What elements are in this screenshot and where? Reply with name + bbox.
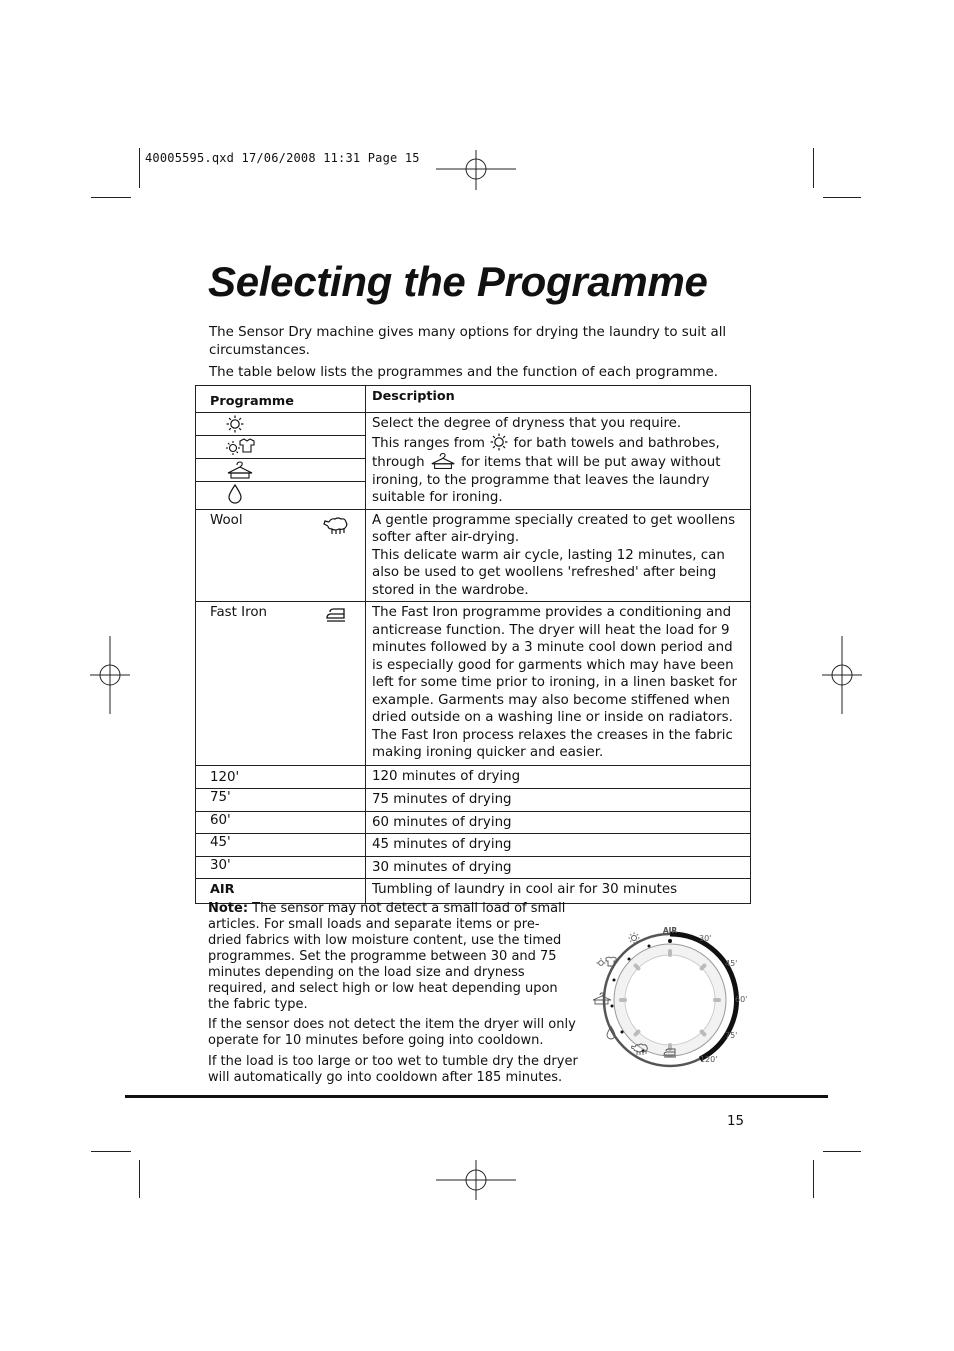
iron-icon bbox=[325, 606, 349, 624]
air-description: Tumbling of laundry in cool air for 30 minutes bbox=[372, 882, 678, 897]
timed-programme-label: 30' bbox=[210, 857, 231, 873]
sensor-row-cupboard-dry bbox=[196, 436, 365, 459]
note-paragraph-3 bbox=[208, 1054, 586, 1086]
dial-60-label: 60' bbox=[735, 995, 748, 1004]
note-text-3: If the load is too large or too wet to tumble dry the dryer will automatically go into cooldown after 185 minutes. bbox=[208, 1054, 578, 1085]
intro-paragraph: The table below lists the programmes and the function of each programme. bbox=[209, 365, 719, 380]
crop-mark bbox=[823, 197, 861, 198]
timed-programme-cell bbox=[196, 811, 366, 834]
timed-description: 120 minutes of drying bbox=[372, 769, 521, 784]
sensor-row-iron-dry bbox=[196, 482, 365, 504]
timed-programme-label: 120' bbox=[210, 770, 240, 785]
footer-rule bbox=[125, 1095, 828, 1098]
registration-mark bbox=[822, 636, 862, 714]
registration-mark bbox=[436, 150, 516, 190]
dial-30-label: 30' bbox=[699, 934, 712, 943]
hanger-icon bbox=[225, 461, 255, 479]
air-programme-cell bbox=[196, 879, 366, 904]
sensor-desc-part-b: for bath towels and bathrobes, through bbox=[372, 435, 720, 470]
crop-mark bbox=[813, 148, 814, 188]
wool-label: Wool bbox=[210, 512, 243, 528]
page-number: 15 bbox=[727, 1114, 745, 1129]
crop-mark bbox=[139, 148, 140, 188]
header-description-label: Description bbox=[372, 389, 455, 404]
table-header-row bbox=[196, 386, 751, 413]
note-paragraph-1 bbox=[208, 901, 568, 1013]
sun-icon bbox=[225, 415, 245, 433]
timed-description: 30 minutes of drying bbox=[372, 859, 512, 875]
programme-dial bbox=[588, 922, 758, 1072]
note-paragraph-2 bbox=[208, 1017, 578, 1049]
sun-shirt-icon bbox=[225, 438, 259, 456]
table-row-120 bbox=[196, 766, 751, 789]
sun-icon bbox=[489, 433, 509, 451]
sensor-desc-body bbox=[372, 433, 746, 507]
wool-desc-1: A gentle programme specially created to get woollens softer after air-drying. bbox=[372, 512, 736, 545]
fast-iron-label: Fast Iron bbox=[210, 605, 268, 620]
timed-description-cell bbox=[366, 811, 751, 834]
dial-45-label: 45' bbox=[725, 959, 738, 968]
wool-desc-2: This delicate warm air cycle, lasting 12 minutes, can also be used to get woollens 'refreshed' after being stored in the wardrobe. bbox=[372, 547, 725, 598]
sensor-description bbox=[366, 413, 751, 510]
table-row-wool bbox=[196, 509, 751, 602]
fast-iron-programme-cell bbox=[196, 602, 366, 766]
sensor-desc-part-a: This ranges from bbox=[372, 435, 485, 451]
crop-mark bbox=[91, 1151, 131, 1152]
crop-mark bbox=[139, 1160, 140, 1198]
sensor-row-extra-dry bbox=[196, 413, 365, 436]
timed-description: 60 minutes of drying bbox=[372, 814, 512, 830]
note-text-2: If the sensor does not detect the item the dryer will only operate for 10 minutes before going into cooldown. bbox=[208, 1017, 576, 1048]
timed-programme-label: 60' bbox=[210, 812, 231, 828]
crop-mark bbox=[823, 1151, 861, 1152]
page-title: Selecting the Programme bbox=[208, 258, 708, 305]
sensor-icon-cell bbox=[196, 413, 366, 510]
timed-programme-cell bbox=[196, 856, 366, 879]
dial-120-label: 120' bbox=[700, 1055, 718, 1064]
dial-75-label: 75' bbox=[725, 1031, 738, 1040]
sensor-desc-line1: Select the degree of dryness that you require. bbox=[372, 416, 682, 431]
dial-air-label: AIR bbox=[662, 926, 678, 935]
fast-iron-description bbox=[366, 602, 751, 766]
timed-description: 75 minutes of drying bbox=[372, 792, 512, 807]
fast-iron-name-wrap bbox=[210, 604, 365, 622]
header-programme bbox=[196, 386, 366, 413]
timed-programme-cell bbox=[196, 766, 366, 789]
hanger-icon bbox=[429, 452, 457, 470]
timed-description-cell bbox=[366, 856, 751, 879]
sensor-row-hanger bbox=[196, 459, 365, 482]
sensor-desc-part-c: for items that will be put away without ironing, to the programme that leaves the laundry suitable for ironing. bbox=[372, 455, 721, 505]
crop-mark bbox=[813, 1160, 814, 1198]
wool-description bbox=[366, 509, 751, 602]
header-programme-label: Programme bbox=[210, 394, 294, 409]
table-row-75 bbox=[196, 789, 751, 812]
programme-table bbox=[195, 385, 751, 904]
fast-iron-desc: The Fast Iron programme provides a conditioning and anticrease function. The dryer will heat the load for 9 minutes followed by a 3 minute cool down period and is especially good for garments which may have been left for some time prior to ironing, in a linen basket for example. Garments may also become stiffened when dried outside on a washing line or inside on radiators. The Fast Iron process relaxes the creases in the fabric making ironing quicker and easier. bbox=[372, 605, 737, 760]
header-description bbox=[366, 386, 751, 413]
table-row-45 bbox=[196, 834, 751, 857]
crop-mark bbox=[91, 197, 131, 198]
table-row-sensor bbox=[196, 413, 751, 510]
table-row-fast-iron bbox=[196, 602, 751, 766]
table-row-60 bbox=[196, 811, 751, 834]
table-row-30 bbox=[196, 856, 751, 879]
timed-programme-cell bbox=[196, 789, 366, 812]
wool-name-wrap bbox=[210, 512, 365, 530]
air-description-cell bbox=[366, 879, 751, 904]
intro-paragraph: The Sensor Dry machine gives many options for drying the laundry to suit all circumstances. bbox=[209, 325, 727, 358]
drop-icon bbox=[225, 484, 245, 504]
print-slug: 40005595.qxd 17/06/2008 11:31 Page 15 bbox=[145, 151, 420, 165]
timed-programme-cell bbox=[196, 834, 366, 857]
note-label: Note: bbox=[208, 901, 249, 916]
air-programme-label: AIR bbox=[210, 882, 235, 897]
timed-programme-label: 45' bbox=[210, 835, 231, 850]
hanger-icon bbox=[593, 993, 611, 1004]
note-text-1: The sensor may not detect a small load of small articles. For small loads and separate items or pre-dried fabrics with low moisture content, use the timed programmes. Set the programme between 30 and 75 minutes depending on the load size and dryness required, and select high or low heat depending upon the fabric type. bbox=[208, 901, 566, 1012]
timed-description-cell bbox=[366, 834, 751, 857]
timed-description-cell bbox=[366, 789, 751, 812]
table-row-air bbox=[196, 879, 751, 904]
registration-mark bbox=[436, 1160, 516, 1200]
timed-description: 45 minutes of drying bbox=[372, 837, 512, 852]
registration-mark bbox=[90, 636, 130, 714]
wool-programme-cell bbox=[196, 509, 366, 602]
timed-description-cell bbox=[366, 766, 751, 789]
timed-programme-label: 75' bbox=[210, 790, 231, 805]
sheep-icon bbox=[323, 516, 349, 536]
